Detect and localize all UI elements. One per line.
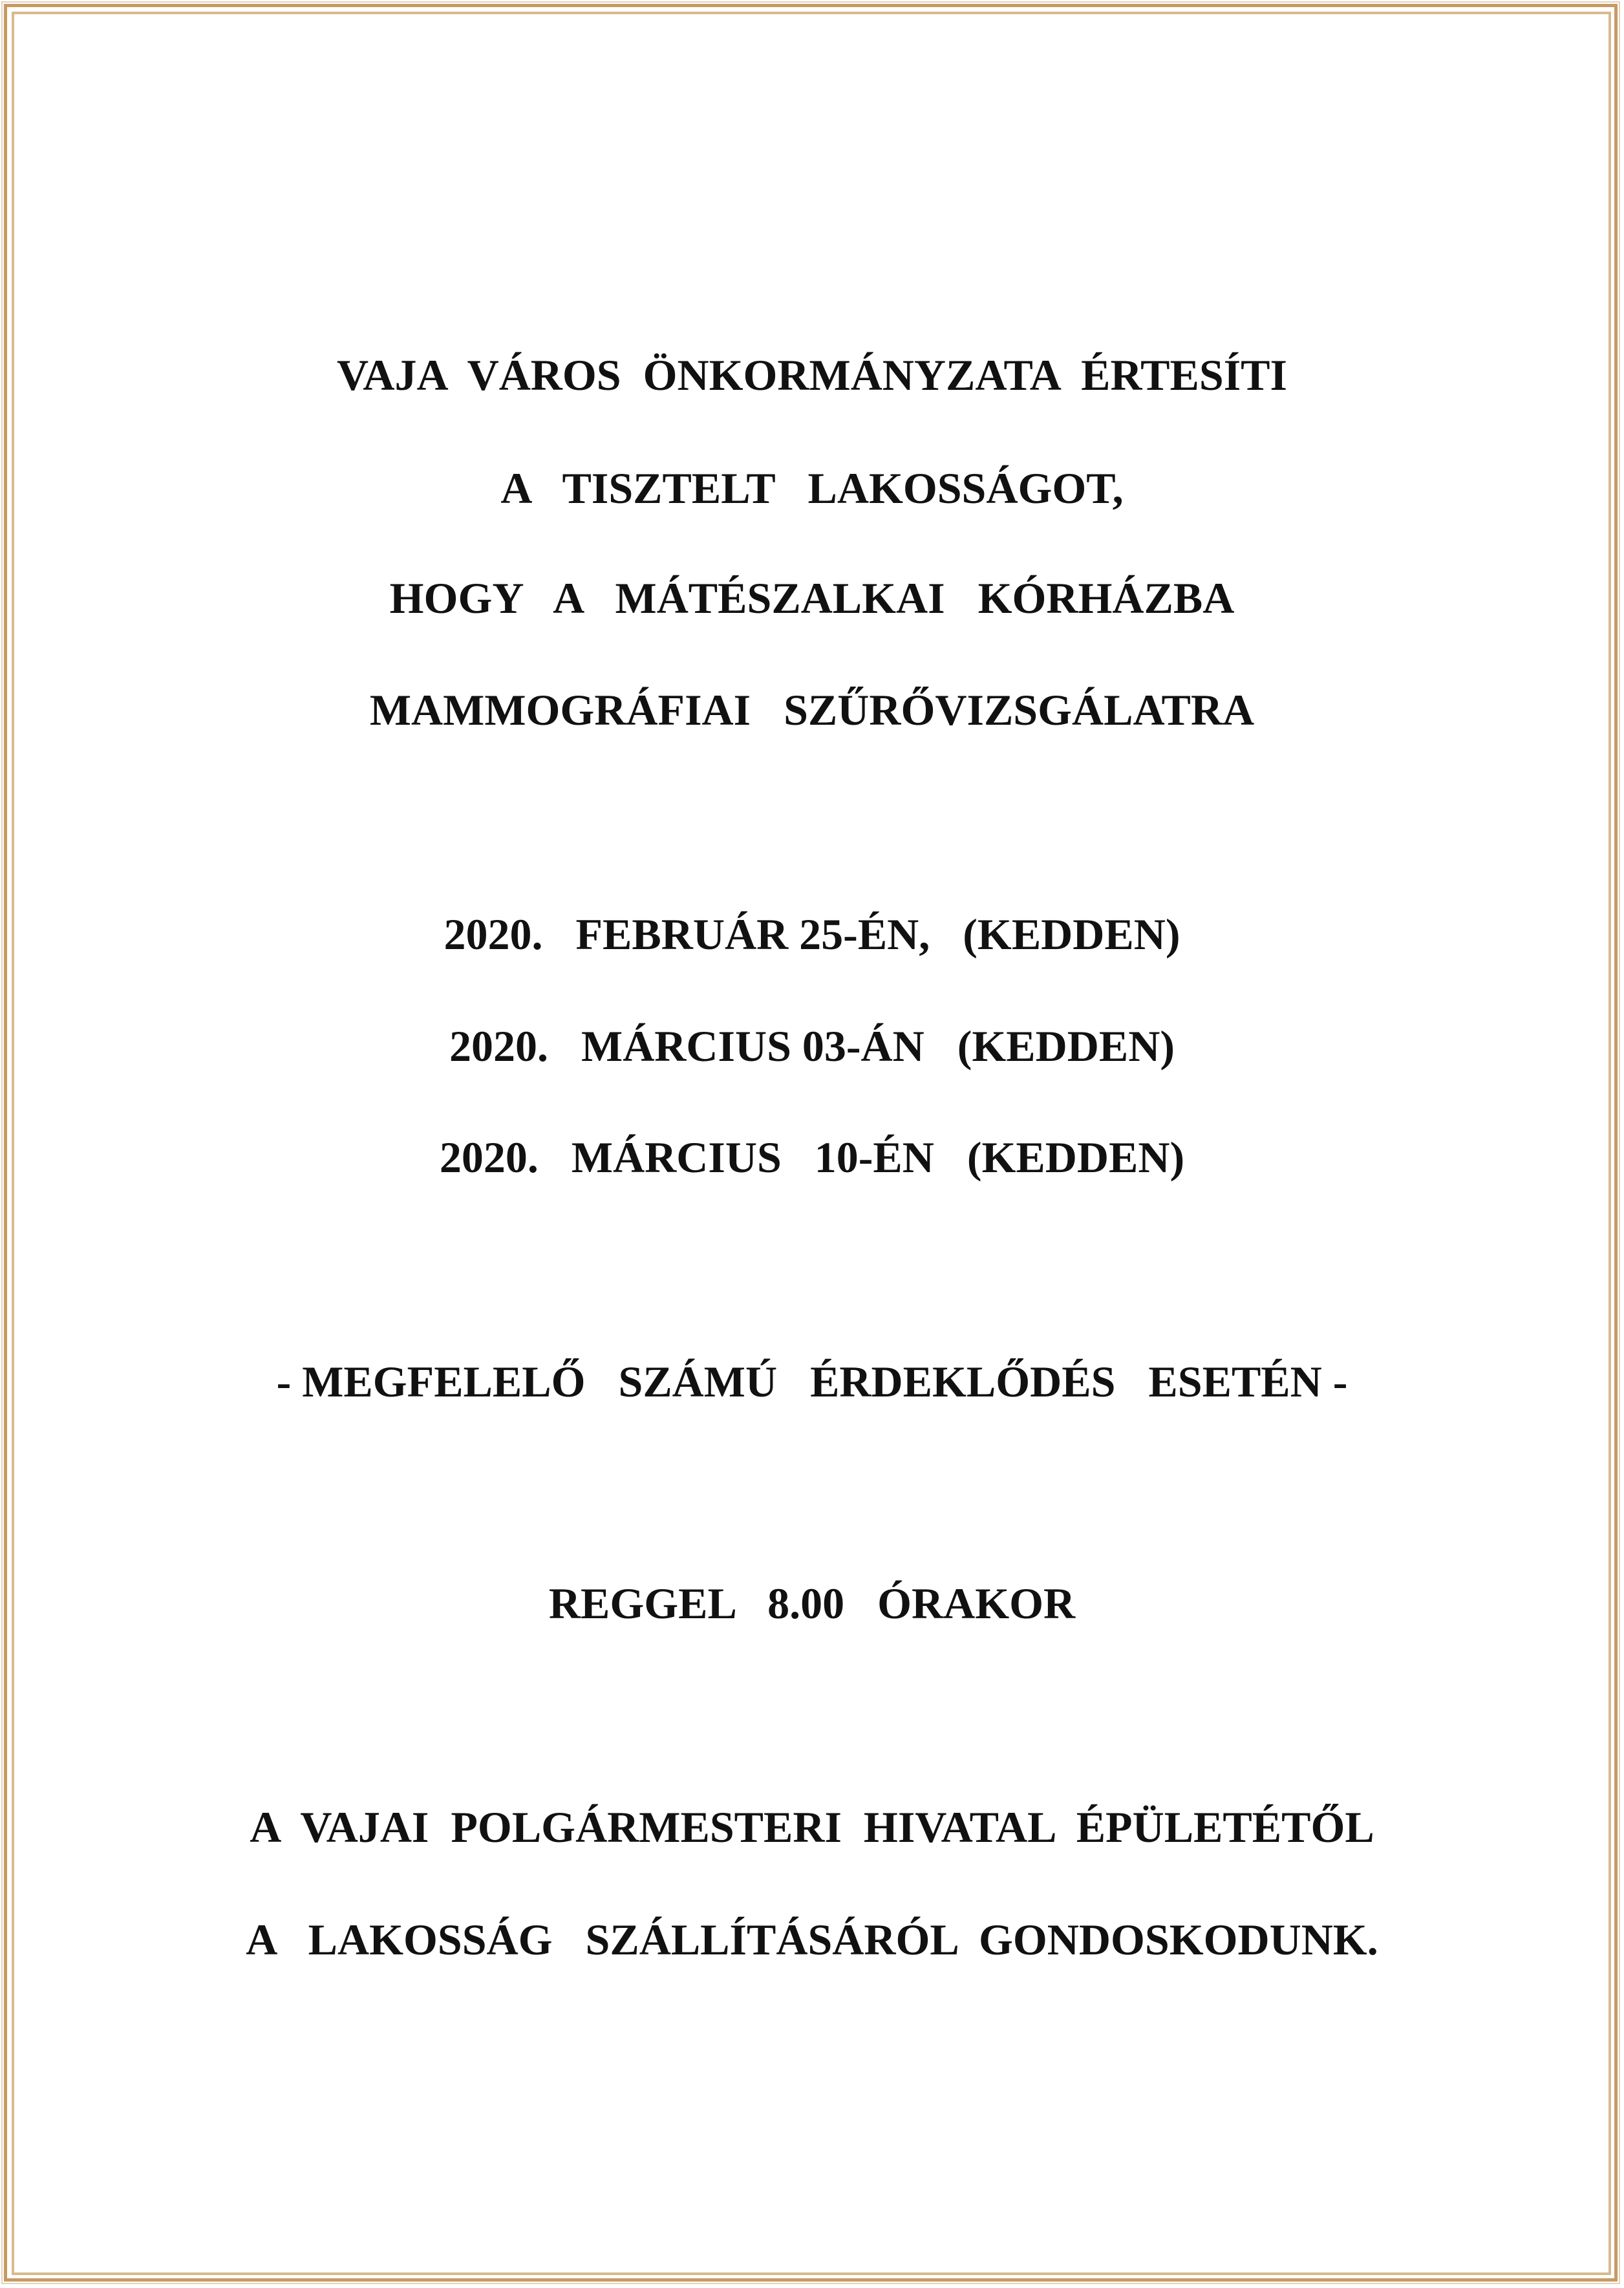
date-line-1: 2020. FEBRUÁR 25-ÉN, (KEDDEN) [443,910,1181,959]
intro-line-3: HOGY A MÁTÉSZALKAI KÓRHÁZBA [389,573,1235,623]
intro-line-2: A TISZTELT LAKOSSÁGOT, [500,464,1124,513]
intro-line-1: VAJA VÁROS ÖNKORMÁNYZATA ÉRTESÍTI [337,350,1287,400]
condition-line: - MEGFELELŐ SZÁMÚ ÉRDEKLŐDÉS ESETÉN - [276,1357,1348,1406]
date-line-3: 2020. MÁRCIUS 10-ÉN (KEDDEN) [439,1133,1185,1182]
closing-line-2: A LAKOSSÁG SZÁLLÍTÁSÁRÓL GONDOSKODUNK. [246,1915,1378,1964]
time-line: REGGEL 8.00 ÓRAKOR [548,1579,1076,1628]
date-line-2: 2020. MÁRCIUS 03-ÁN (KEDDEN) [449,1021,1175,1071]
closing-line-1: A VAJAI POLGÁRMESTERI HIVATAL ÉPÜLETÉTŐL [250,1802,1374,1852]
intro-line-4: MAMMOGRÁFIAI SZŰRŐVIZSGÁLATRA [369,685,1255,734]
